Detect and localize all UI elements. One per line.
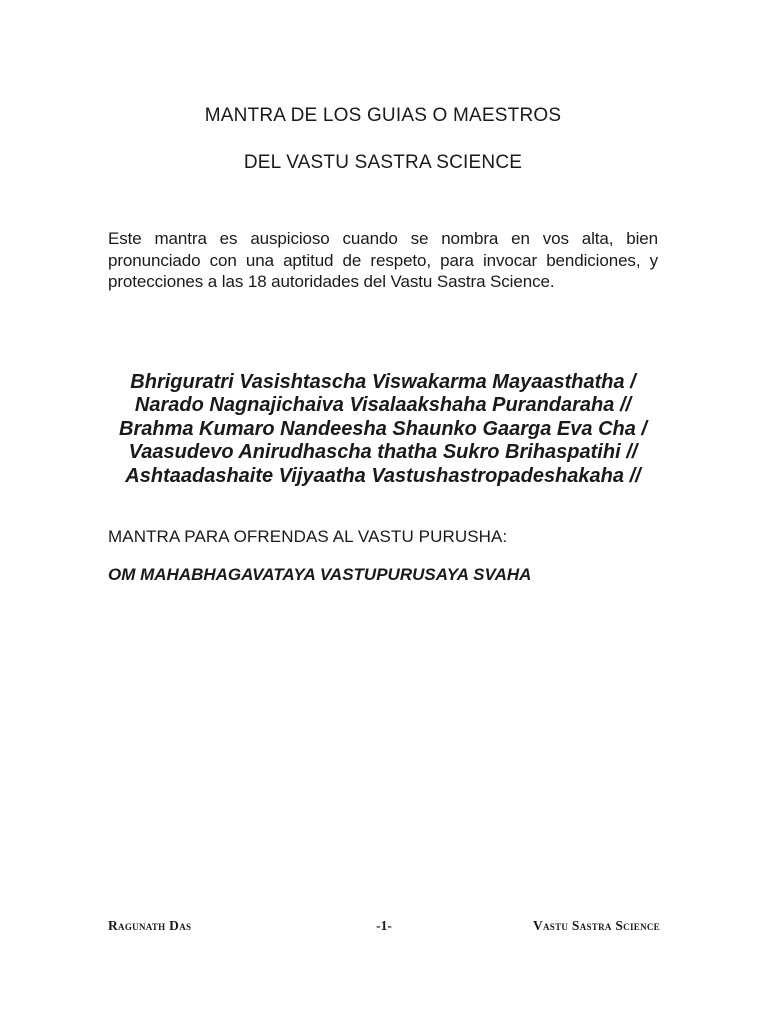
intro-paragraph <box>108 228 658 293</box>
document-title-line2: DEL VASTU SASTRA SCIENCE <box>243 152 523 173</box>
mantra-verse-line-3: Brahma Kumaro Nandeesha Shaunko Gaarga Eva Cha / <box>119 417 647 440</box>
mantra-verse-line-1: Bhriguratri Vasishtascha Viswakarma Mayaasthatha / <box>130 370 636 393</box>
intro-paragraph-line-1: Este mantra es auspicioso cuando se nombra en vos alta, bien <box>108 229 658 248</box>
page-footer <box>108 918 660 934</box>
mantra-verse-line-5: Ashtaadashaite Vijyaatha Vastushastropadeshakaha // <box>125 464 641 487</box>
footer-page-number: -1- <box>376 918 392 933</box>
sanskrit-mantra-verse <box>108 371 658 489</box>
offering-mantra-text: OM MAHABHAGAVATAYA VASTUPURUSAYA SVAHA <box>108 565 532 584</box>
intro-paragraph-line-3: protecciones a las 18 autoridades del Vastu Sastra Science. <box>108 272 555 291</box>
document-title-line1: MANTRA DE LOS GUIAS O MAESTROS <box>204 105 562 126</box>
mantra-verse-line-4: Vaasudevo Anirudhascha thatha Sukro Brihaspatihi // <box>128 441 638 463</box>
footer-author-name: Ragunath Das <box>108 918 192 933</box>
mantra-verse-line-2: Narado Nagnajichaiva Visalaakshaha Purandaraha // <box>134 394 632 416</box>
offering-section-heading: MANTRA PARA OFRENDAS AL VASTU PURUSHA: <box>108 527 508 546</box>
intro-paragraph-line-2: pronunciado con una aptitud de respeto, para invocar bendiciones, y <box>108 250 658 270</box>
footer-document-title: Vastu Sastra Science <box>532 918 660 933</box>
page-content <box>0 104 768 585</box>
